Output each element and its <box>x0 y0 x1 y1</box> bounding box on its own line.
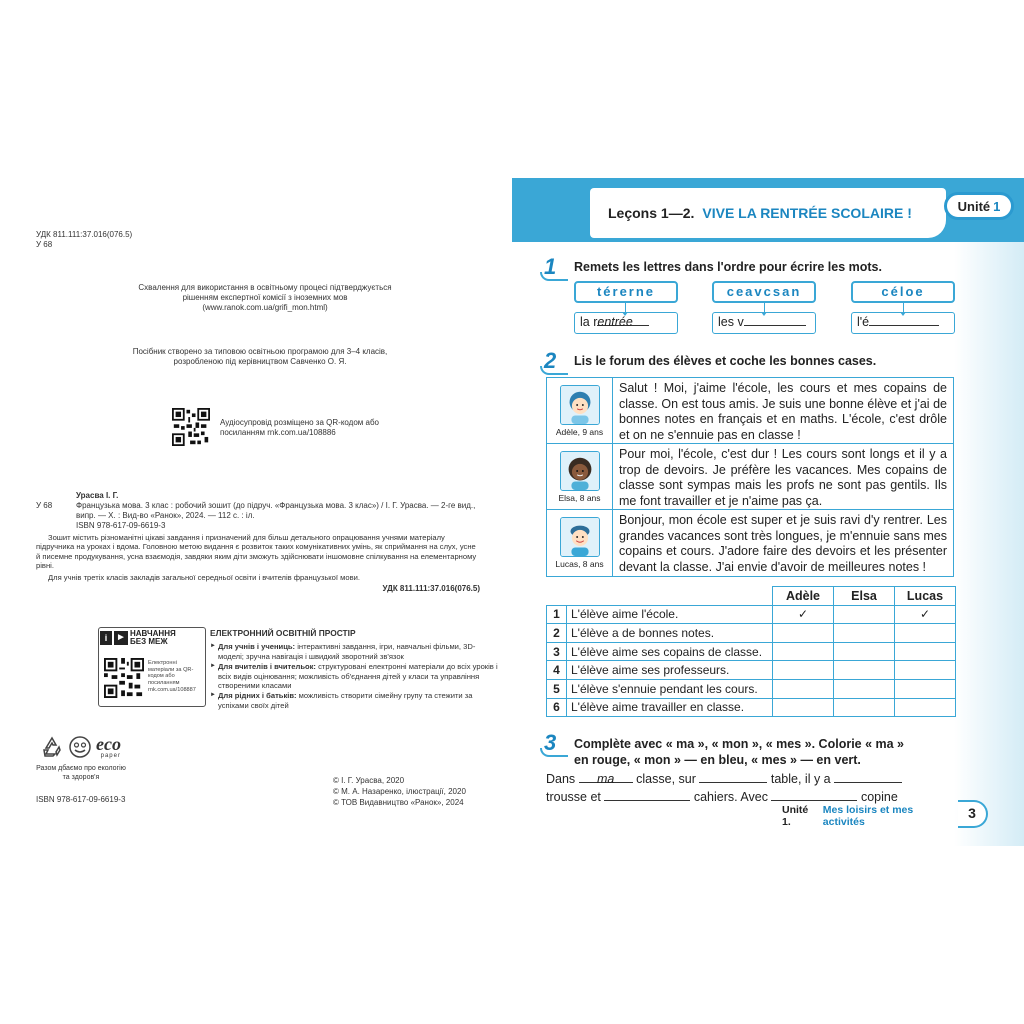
isbn: ISBN 978-617-09-6619-3 <box>76 521 166 530</box>
copyright-line: © ТОВ Видавництво «Ранок», 2024 <box>333 798 464 808</box>
udk-text: УДК 811.111:37.016(076.5) <box>36 230 133 239</box>
girl-avatar-icon <box>560 385 600 425</box>
electronic-space <box>210 628 500 711</box>
row-number: 1 <box>547 605 567 624</box>
audience-text: Для учнів третіх класів закладів загальної середньої освіти і вчителів французької мови. <box>48 572 360 582</box>
info-icon: i <box>100 631 112 645</box>
scrambled-word: céloe <box>851 281 955 303</box>
answer-prefix: la r <box>580 315 598 329</box>
answer-field[interactable] <box>574 312 678 334</box>
unit-number: 1 <box>993 198 1001 214</box>
copyright-line: © І. Г. Урасва, 2020 <box>333 776 405 785</box>
answer-prefix: les v <box>718 315 744 329</box>
blank-field[interactable] <box>604 788 690 801</box>
nbm-logo-text: НАВЧАННЯ БЕЗ МЕЖ <box>130 629 176 646</box>
row-number: 3 <box>547 642 567 661</box>
author-caption: Adèle, 9 ans <box>555 426 604 437</box>
blank-field[interactable] <box>579 770 633 786</box>
answer-field[interactable] <box>712 312 816 334</box>
check-cell[interactable] <box>834 605 895 624</box>
post-text: Pour moi, l'école, c'est dur ! Les cours sont longs et il y a trop de devoirs. Je préfère les vacances. Mes copains de classe sont sympas mais les profs ne sont pas gentils. Ils me font travailler et je n'aime pas ça. <box>619 447 947 508</box>
table-row <box>547 698 956 717</box>
right-page <box>512 0 1024 1024</box>
post-text: Salut ! Moi, j'aime l'école, les cours et mes copains de classe. On est tous amis. Je suis une bonne élève et j'ai de bonnes notes en français et en maths. L'école, c'est drôle et on ne s'ennuie pas en classe ! <box>619 381 947 442</box>
lesson-header <box>590 188 946 238</box>
eos-item: ► Для вчителів і вчительок: структуровані електронні матеріали до всіх уроків і всіх видів оцінювання; можливість об'єднання дітей у класи та управління створеними класами <box>210 662 500 692</box>
column-header: Elsa <box>834 587 895 606</box>
table-row <box>547 679 956 698</box>
unit-tab <box>944 192 1014 220</box>
eco-paper-logo <box>96 735 121 759</box>
check-cell[interactable]: ✓ <box>895 605 956 624</box>
exercise-3-number: 3 <box>544 732 566 754</box>
table-row <box>547 642 956 661</box>
check-cell[interactable] <box>895 642 956 661</box>
biblio-description: Французька мова. 3 клас : робочий зошит (до підруч. «Французька мова. 3 клас») / І. Г. Урасва. — 2-ге вид., випр. — Х. : Вид-во «Ранок», 2024. — 112 с. : іл. <box>76 501 476 520</box>
lesson-title: VIVE LA RENTRÉE SCOLAIRE ! <box>702 205 912 221</box>
exercise-2-number: 2 <box>544 350 566 372</box>
audio-note: Аудіосупровід розміщено за QR-кодом або посиланням rnk.com.ua/108886 <box>220 418 379 437</box>
post-text: Bonjour, mon école est super et je suis ravi d'y rentrer. Les grandes vacances sont très longues, je m'ennuie sans mes copains et cours. J'adore faire des devoirs et les présenter devant la classe. J'ai envie d'avoir de meilleures notes ! <box>619 513 947 574</box>
table-row <box>547 624 956 643</box>
row-statement: L'élève a de bonnes notes. <box>567 624 773 643</box>
arrow-right-icon: ► <box>114 631 128 645</box>
row-statement: L'élève s'ennuie pendant les cours. <box>567 679 773 698</box>
page-number: 3 <box>958 800 988 828</box>
udk-block <box>36 230 132 250</box>
check-cell[interactable] <box>895 661 956 680</box>
page-footer <box>744 805 954 827</box>
check-cell[interactable] <box>773 642 834 661</box>
check-cell[interactable] <box>895 698 956 717</box>
exercise-1-number: 1 <box>544 256 566 278</box>
row-number: 2 <box>547 624 567 643</box>
copyright-block <box>333 775 466 809</box>
eco-caption: Разом дбаємо про екологію та здоров'я <box>36 765 126 781</box>
check-cell[interactable] <box>773 679 834 698</box>
row-number: 4 <box>547 661 567 680</box>
row-statement: L'élève aime ses professeurs. <box>567 661 773 680</box>
udk-code: У 68 <box>36 240 53 249</box>
check-cell[interactable] <box>773 661 834 680</box>
check-cell[interactable] <box>773 698 834 717</box>
eos-title: ЕЛЕКТРОННИЙ ОСВІТНІЙ ПРОСТІР <box>210 628 356 638</box>
table-header-row <box>547 587 956 606</box>
example-answer: entrée <box>597 315 633 329</box>
boy-avatar-icon <box>560 517 600 557</box>
row-number: 5 <box>547 679 567 698</box>
eos-item: ► Для учнів і учениць: інтерактивні завдання, ігри, навчальні фільми, 3D-моделі; зручна навігація і швидкий зворотний зв'язок <box>210 642 500 662</box>
exercise-3-title-line: Complète avec « ma », « mon », « mes ». Colorie « ma » <box>574 737 905 751</box>
exercise-3-title-line: en rouge, « mon » — en bleu, « mes » — en vert. <box>574 753 861 767</box>
exercise-2-title: Lis le forum des élèves et coche les bonnes cases. <box>574 354 877 368</box>
row-number: 6 <box>547 698 567 717</box>
fill-in-paragraph: Dans ma classe, sur table, il y a trousse et cahiers. Avec copine <box>546 770 956 806</box>
forum-post <box>547 510 953 576</box>
check-cell[interactable] <box>834 661 895 680</box>
answer-field[interactable] <box>851 312 955 334</box>
isbn-bottom: ISBN 978-617-09-6619-3 <box>36 795 126 804</box>
author-caption: Lucas, 8 ans <box>555 559 604 569</box>
forum-posts <box>546 377 954 577</box>
udk-right: УДК 811.111:37.016(076.5) <box>382 584 480 594</box>
check-cell[interactable] <box>834 624 895 643</box>
author-name: Урасва І. Г. <box>76 491 119 500</box>
bibliographic-record <box>36 491 480 594</box>
materials-note: Електронні матеріали за QR-кодом або посиланням rnk.com.ua/108887 <box>148 660 196 693</box>
exercise-1-title: Remets les lettres dans l'ordre pour écrire les mots. <box>574 260 882 274</box>
blank-field[interactable] <box>699 770 767 783</box>
scrambled-word: ceavcsan <box>712 281 816 303</box>
column-header: Adèle <box>773 587 834 606</box>
row-statement: L'élève aime l'école. <box>567 605 773 624</box>
recycle-icon <box>40 735 64 759</box>
table-row <box>547 605 956 624</box>
program-note: Посібник створено за типовою освітньою програмою для 3–4 класів, розробленою під керівництвом Савченко О. Я. <box>132 347 388 366</box>
example-answer: ma <box>596 772 615 786</box>
audio-qr-code-icon[interactable] <box>172 408 210 446</box>
blank-field[interactable] <box>771 788 857 801</box>
footer-unit: Unité 1. <box>782 804 809 828</box>
column-header: Lucas <box>895 587 956 606</box>
lesson-number: Leçons 1—2. <box>608 205 695 221</box>
check-cell[interactable]: ✓ <box>773 605 834 624</box>
answer-table <box>546 586 956 717</box>
row-statement: L'élève aime travailler en classe. <box>567 698 773 717</box>
eco-logo-subtext: paper <box>100 753 121 759</box>
unit-label: Unité <box>957 198 991 214</box>
annotation-text: Зошит містить різноманітні цікаві завдання і призначений для більш детального опрацювання учнями матеріалу підручника на уроках і вдома. Головною метою видання є розвиток таких комунікативних умінь, як сприймання на слух, усне й писемне продукування, усна взаємодія, завдяки яким діти зможуть здійснювати іншомовне спілкування на елементарному рівні. <box>36 533 477 571</box>
blank-field[interactable] <box>834 770 902 783</box>
scrambled-word: térerne <box>574 281 678 303</box>
row-statement: L'élève aime ses copains de classe. <box>567 642 773 661</box>
check-cell[interactable] <box>834 642 895 661</box>
answer-prefix: l'é <box>857 315 870 329</box>
copyright-line: © М. А. Назаренко, ілюстрації, 2020 <box>333 787 466 797</box>
girl-avatar-icon <box>560 451 600 491</box>
smiley-icon <box>68 735 92 759</box>
eco-logo-text: eco <box>96 734 121 754</box>
check-cell[interactable] <box>895 679 956 698</box>
exercise-3-title <box>574 736 904 768</box>
forum-post <box>547 378 953 444</box>
nbm-logo <box>100 628 204 648</box>
eos-item: ► Для рідних і батьків: можливість створити сімейну групу та стежити за успіхами своїх дітей <box>210 691 500 711</box>
eco-logos <box>40 735 121 759</box>
forum-post <box>547 444 953 510</box>
table-row <box>547 661 956 680</box>
approval-note: Схвалення для використання в освітньому процесі підтверджується рішенням експертної комісії з іноземних мов (www.ranok.com.ua/grifi_mon.html) <box>138 283 392 312</box>
materials-qr-code-icon[interactable] <box>104 658 144 698</box>
check-cell[interactable] <box>834 698 895 717</box>
check-cell[interactable] <box>773 624 834 643</box>
footer-title: Mes loisirs et mes activités <box>822 804 914 828</box>
check-cell[interactable] <box>895 624 956 643</box>
check-cell[interactable] <box>834 679 895 698</box>
author-caption: Elsa, 8 ans <box>558 492 601 503</box>
biblio-code: У 68 <box>36 501 53 510</box>
page-edge-band <box>954 178 1024 846</box>
